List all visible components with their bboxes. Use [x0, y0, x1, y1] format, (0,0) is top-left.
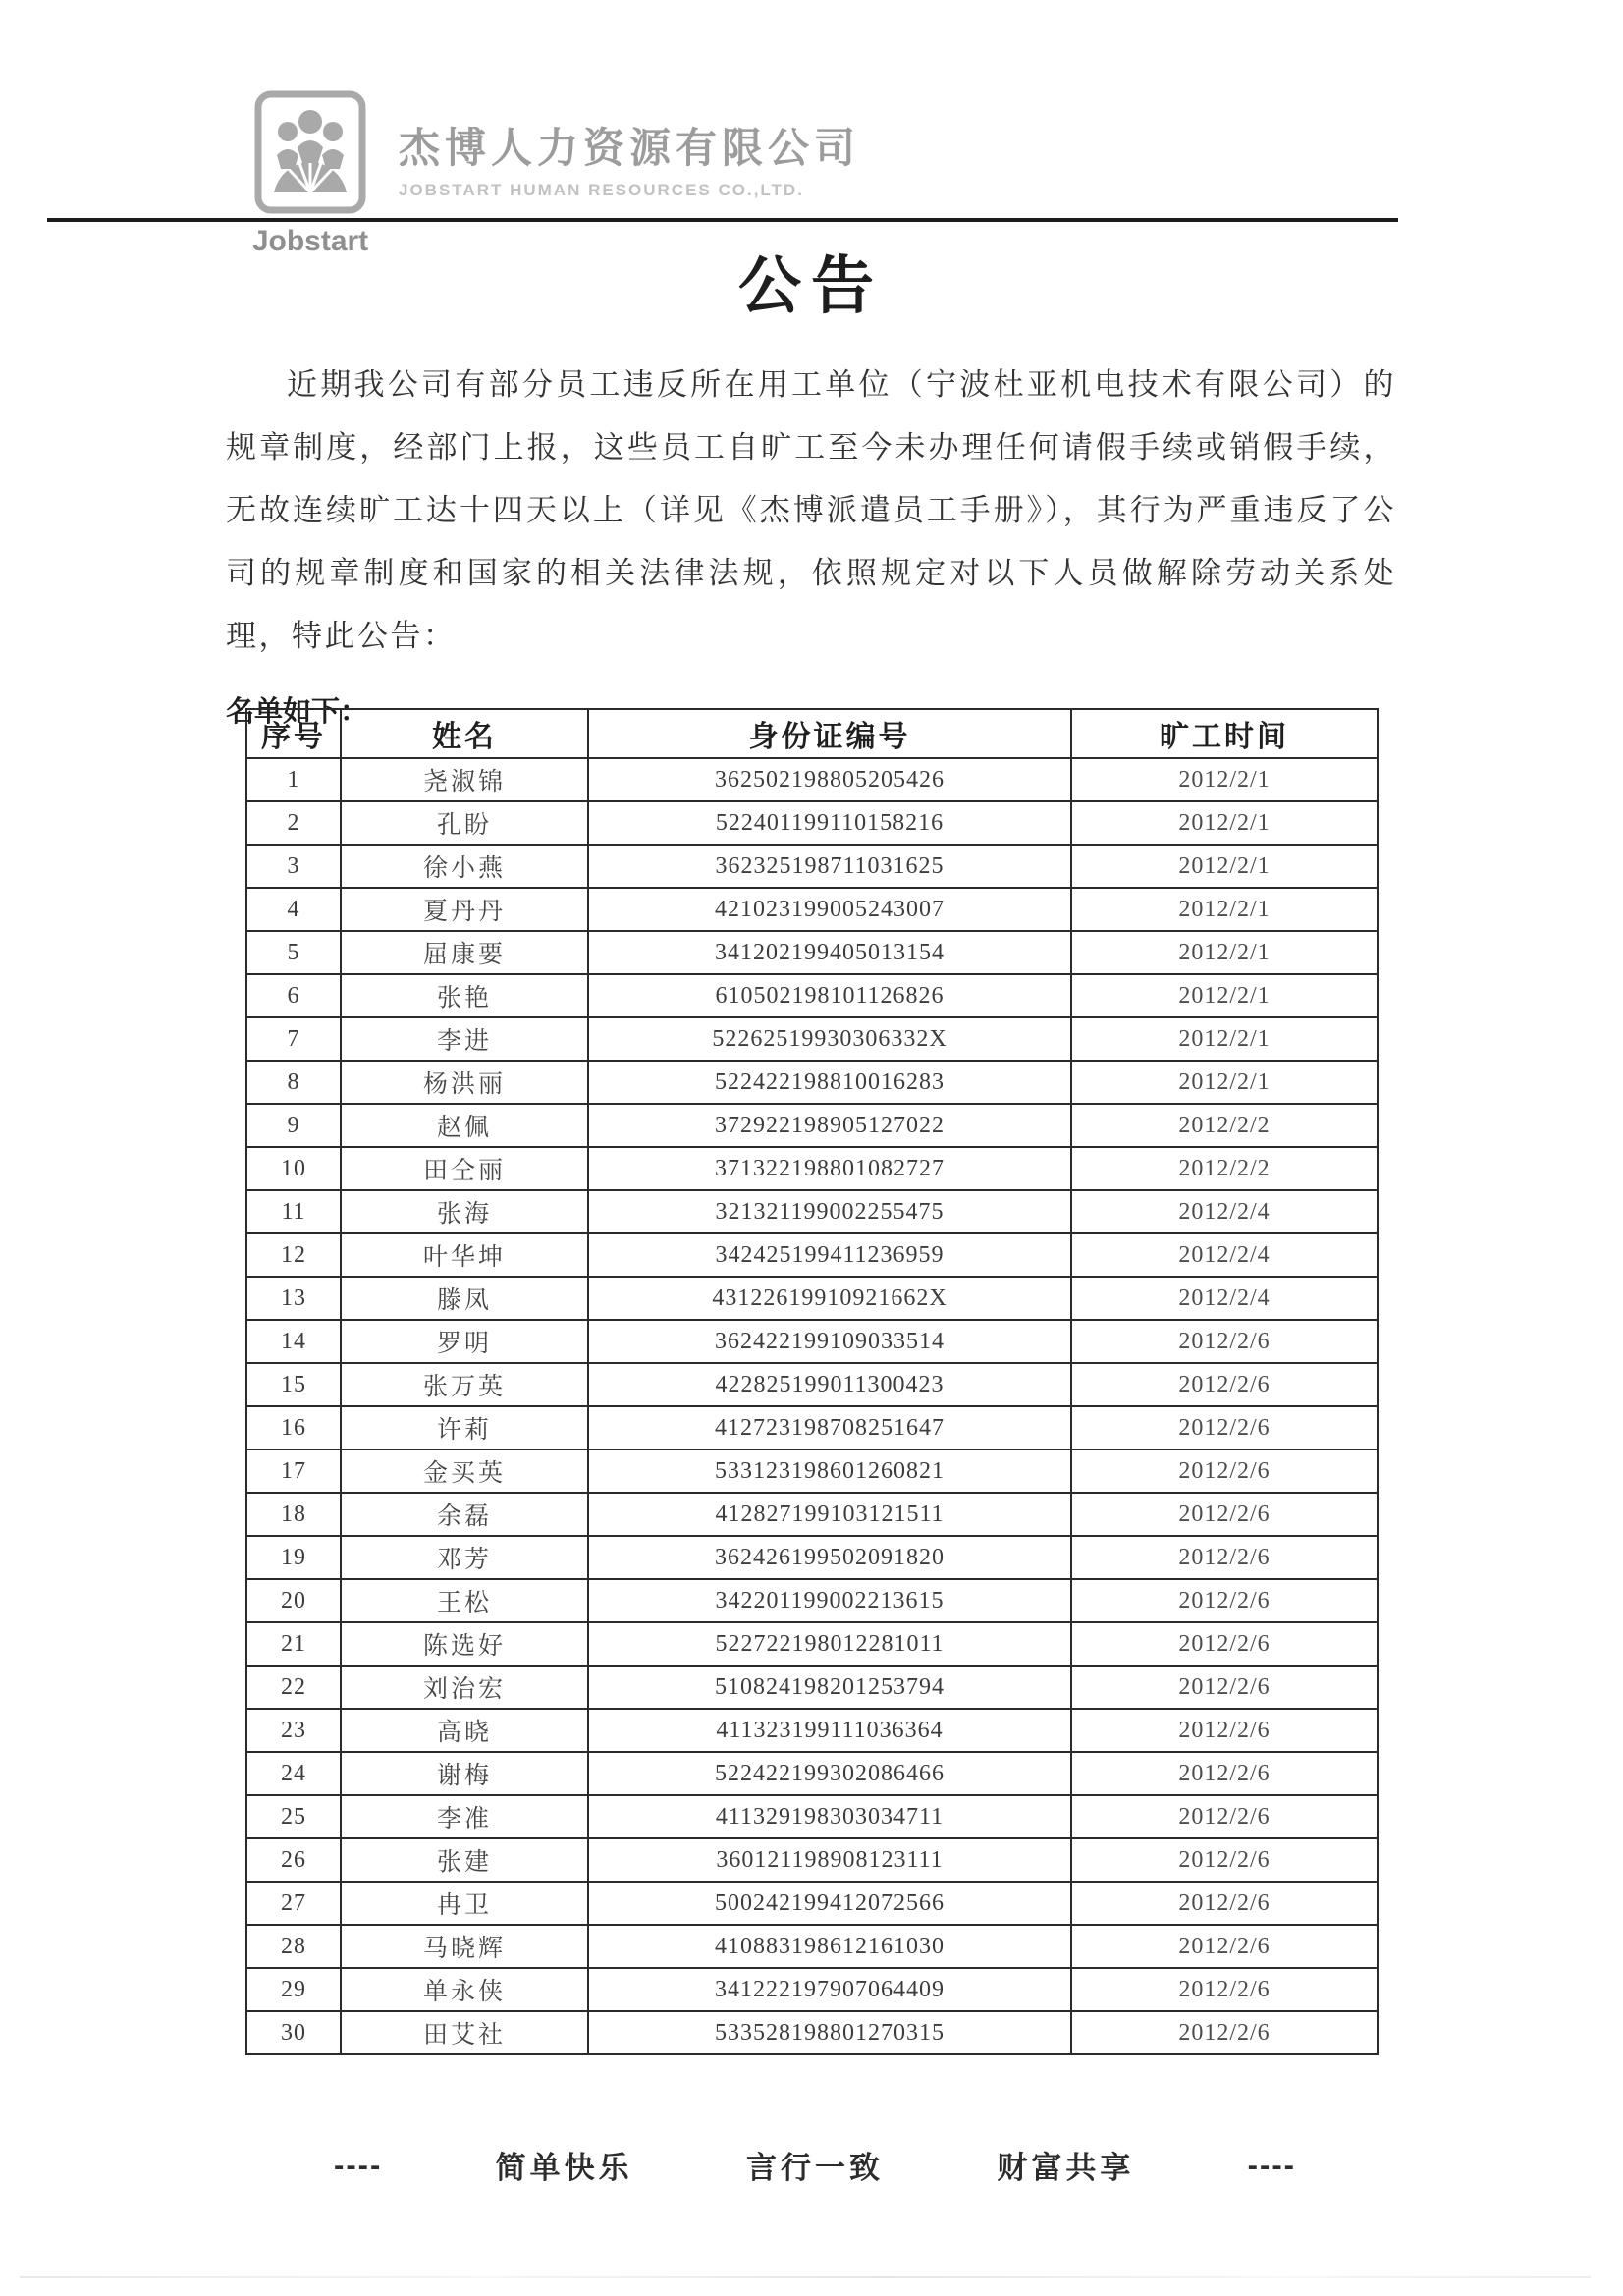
cell-index: 11 [246, 1190, 341, 1233]
cell-name: 张万英 [341, 1363, 588, 1406]
col-header-name: 姓名 [341, 709, 588, 758]
letterhead [251, 90, 860, 258]
cell-absent-date: 2012/2/6 [1071, 1925, 1378, 1968]
cell-absent-date: 2012/2/1 [1071, 931, 1378, 974]
cell-name: 谢梅 [341, 1752, 588, 1795]
cell-absent-date: 2012/2/1 [1071, 1017, 1378, 1061]
footer-dash-right: ---- [1247, 2147, 1296, 2182]
cell-name: 余磊 [341, 1493, 588, 1536]
cell-name: 滕凤 [341, 1277, 588, 1320]
cell-index: 1 [246, 758, 341, 801]
table-row [246, 758, 1378, 801]
cell-index: 26 [246, 1838, 341, 1882]
table-row [246, 1752, 1378, 1795]
cell-id-number: 610502198101126826 [588, 974, 1071, 1017]
cell-index: 22 [246, 1666, 341, 1709]
cell-id-number: 533123198601260821 [588, 1449, 1071, 1493]
cell-id-number: 412827199103121511 [588, 1493, 1071, 1536]
cell-index: 19 [246, 1536, 341, 1579]
cell-index: 24 [246, 1752, 341, 1795]
cell-id-number: 342201199002213615 [588, 1579, 1071, 1622]
company-name-block [399, 116, 860, 200]
cell-absent-date: 2012/2/6 [1071, 1838, 1378, 1882]
table-row [246, 845, 1378, 888]
cell-absent-date: 2012/2/1 [1071, 888, 1378, 931]
cell-absent-date: 2012/2/6 [1071, 1882, 1378, 1925]
cell-name: 张艳 [341, 974, 588, 1017]
cell-id-number: 411323199111036364 [588, 1709, 1071, 1752]
cell-name: 李进 [341, 1017, 588, 1061]
cell-name: 田艾社 [341, 2011, 588, 2054]
table-header-row [246, 709, 1378, 758]
cell-index: 18 [246, 1493, 341, 1536]
cell-id-number: 421023199005243007 [588, 888, 1071, 931]
cell-name: 杨洪丽 [341, 1061, 588, 1104]
cell-name: 叶华坤 [341, 1233, 588, 1277]
cell-index: 20 [246, 1579, 341, 1622]
cell-name: 单永侠 [341, 1968, 588, 2011]
table-row [246, 1147, 1378, 1190]
table-row [246, 2011, 1378, 2054]
table-row [246, 1363, 1378, 1406]
cell-name: 孔盼 [341, 801, 588, 845]
col-header-index: 序号 [246, 709, 341, 758]
cell-name: 冉卫 [341, 1882, 588, 1925]
cell-id-number: 410883198612161030 [588, 1925, 1071, 1968]
cell-name: 夏丹丹 [341, 888, 588, 931]
cell-index: 12 [246, 1233, 341, 1277]
cell-absent-date: 2012/2/6 [1071, 1968, 1378, 2011]
cell-id-number: 522422199302086466 [588, 1752, 1071, 1795]
cell-id-number: 321321199002255475 [588, 1190, 1071, 1233]
cell-index: 29 [246, 1968, 341, 2011]
list-label: 名单如下： [226, 696, 369, 728]
footer-slogans [334, 2143, 1296, 2187]
cell-absent-date: 2012/2/6 [1071, 1752, 1378, 1795]
cell-absent-date: 2012/2/6 [1071, 1666, 1378, 1709]
cell-id-number: 362325198711031625 [588, 845, 1071, 888]
cell-absent-date: 2012/2/4 [1071, 1277, 1378, 1320]
table-row [246, 1579, 1378, 1622]
cell-absent-date: 2012/2/6 [1071, 1579, 1378, 1622]
scan-artifact-line [20, 2276, 1591, 2278]
logo-block [251, 90, 369, 258]
cell-index: 14 [246, 1320, 341, 1363]
cell-id-number: 43122619910921662X [588, 1277, 1071, 1320]
cell-index: 2 [246, 801, 341, 845]
table-row [246, 1882, 1378, 1925]
company-name-en: JOBSTART HUMAN RESOURCES CO.,LTD. [399, 181, 804, 199]
table-row [246, 1449, 1378, 1493]
cell-name: 刘治宏 [341, 1666, 588, 1709]
cell-name: 赵佩 [341, 1104, 588, 1147]
cell-name: 高晓 [341, 1709, 588, 1752]
table-row [246, 1061, 1378, 1104]
cell-absent-date: 2012/2/2 [1071, 1147, 1378, 1190]
table-row [246, 931, 1378, 974]
cell-name: 王松 [341, 1579, 588, 1622]
col-header-date: 旷工时间 [1071, 709, 1378, 758]
cell-absent-date: 2012/2/4 [1071, 1233, 1378, 1277]
company-name-cn: 杰博人力资源有限公司 [399, 125, 861, 171]
jobstart-logo-icon [253, 90, 367, 223]
cell-id-number: 341202199405013154 [588, 931, 1071, 974]
cell-absent-date: 2012/2/6 [1071, 1406, 1378, 1449]
cell-index: 3 [246, 845, 341, 888]
header-divider [47, 218, 1398, 222]
cell-name: 陈选好 [341, 1622, 588, 1666]
table-row [246, 1277, 1378, 1320]
cell-index: 6 [246, 974, 341, 1017]
cell-absent-date: 2012/2/1 [1071, 845, 1378, 888]
table-row [246, 1838, 1378, 1882]
page-title: 公告 [738, 251, 884, 321]
table-row [246, 1666, 1378, 1709]
cell-absent-date: 2012/2/1 [1071, 1061, 1378, 1104]
logo-wordmark: Jobstart [251, 225, 369, 257]
table-row [246, 1320, 1378, 1363]
cell-name: 许莉 [341, 1406, 588, 1449]
cell-index: 9 [246, 1104, 341, 1147]
cell-absent-date: 2012/2/1 [1071, 801, 1378, 845]
cell-id-number: 522422198810016283 [588, 1061, 1071, 1104]
cell-id-number: 342425199411236959 [588, 1233, 1071, 1277]
cell-index: 10 [246, 1147, 341, 1190]
cell-index: 21 [246, 1622, 341, 1666]
footer-slogan-3: 财富共享 [997, 2151, 1135, 2185]
cell-absent-date: 2012/2/2 [1071, 1104, 1378, 1147]
table-row [246, 1925, 1378, 1968]
cell-absent-date: 2012/2/1 [1071, 758, 1378, 801]
table-row [246, 1104, 1378, 1147]
cell-index: 15 [246, 1363, 341, 1406]
table-row [246, 1233, 1378, 1277]
cell-index: 8 [246, 1061, 341, 1104]
cell-id-number: 52262519930306332X [588, 1017, 1071, 1061]
cell-id-number: 362502198805205426 [588, 758, 1071, 801]
table-row [246, 801, 1378, 845]
cell-absent-date: 2012/2/6 [1071, 1709, 1378, 1752]
cell-name: 屈康要 [341, 931, 588, 974]
cell-id-number: 500242199412072566 [588, 1882, 1071, 1925]
footer-slogan-1: 简单快乐 [495, 2151, 633, 2185]
cell-absent-date: 2012/2/6 [1071, 1795, 1378, 1838]
cell-absent-date: 2012/2/1 [1071, 974, 1378, 1017]
document-content [226, 236, 1396, 730]
cell-name: 邓芳 [341, 1536, 588, 1579]
cell-absent-date: 2012/2/6 [1071, 1363, 1378, 1406]
cell-absent-date: 2012/2/6 [1071, 2011, 1378, 2054]
cell-id-number: 522722198012281011 [588, 1622, 1071, 1666]
table-row [246, 1406, 1378, 1449]
cell-absent-date: 2012/2/6 [1071, 1493, 1378, 1536]
cell-absent-date: 2012/2/6 [1071, 1449, 1378, 1493]
cell-name: 张建 [341, 1838, 588, 1882]
cell-id-number: 341222197907064409 [588, 1968, 1071, 2011]
cell-id-number: 412723198708251647 [588, 1406, 1071, 1449]
cell-absent-date: 2012/2/4 [1071, 1190, 1378, 1233]
cell-index: 28 [246, 1925, 341, 1968]
cell-id-number: 372922198905127022 [588, 1104, 1071, 1147]
cell-index: 13 [246, 1277, 341, 1320]
cell-index: 16 [246, 1406, 341, 1449]
table-row [246, 1536, 1378, 1579]
cell-name: 李准 [341, 1795, 588, 1838]
cell-name: 尧淑锦 [341, 758, 588, 801]
cell-index: 7 [246, 1017, 341, 1061]
col-header-id: 身份证编号 [588, 709, 1071, 758]
table-row [246, 1795, 1378, 1838]
cell-name: 金买英 [341, 1449, 588, 1493]
footer-slogan-2: 言行一致 [745, 2151, 884, 2185]
cell-index: 30 [246, 2011, 341, 2054]
cell-absent-date: 2012/2/6 [1071, 1622, 1378, 1666]
table-row [246, 888, 1378, 931]
cell-id-number: 362426199502091820 [588, 1536, 1071, 1579]
announcement-body: 近期我公司有部分员工违反所在用工单位（宁波杜亚机电技术有限公司）的规章制度，经部门上报，这些员工自旷工至今未办理任何请假手续或销假手续，无故连续旷工达十四天以上（详见《杰博派遣员工手册》），其行为严重违反了公司的规章制度和国家的相关法律法规，依照规定对以下人员做解除劳动关系处理，特此公告： [226, 367, 1396, 653]
cell-id-number: 533528198801270315 [588, 2011, 1071, 2054]
cell-name: 张海 [341, 1190, 588, 1233]
cell-id-number: 422825199011300423 [588, 1363, 1071, 1406]
cell-index: 23 [246, 1709, 341, 1752]
cell-absent-date: 2012/2/6 [1071, 1536, 1378, 1579]
cell-index: 5 [246, 931, 341, 974]
cell-id-number: 371322198801082727 [588, 1147, 1071, 1190]
cell-id-number: 360121198908123111 [588, 1838, 1071, 1882]
table-row [246, 1017, 1378, 1061]
table-row [246, 1493, 1378, 1536]
cell-id-number: 411329198303034711 [588, 1795, 1071, 1838]
table-row [246, 1709, 1378, 1752]
cell-name: 田仝丽 [341, 1147, 588, 1190]
cell-index: 17 [246, 1449, 341, 1493]
cell-index: 27 [246, 1882, 341, 1925]
footer-dash-left: ---- [334, 2147, 383, 2182]
cell-id-number: 362422199109033514 [588, 1320, 1071, 1363]
employee-table [245, 708, 1379, 2055]
cell-index: 25 [246, 1795, 341, 1838]
table-row [246, 974, 1378, 1017]
cell-name: 马晓辉 [341, 1925, 588, 1968]
table-row [246, 1622, 1378, 1666]
cell-index: 4 [246, 888, 341, 931]
cell-name: 罗明 [341, 1320, 588, 1363]
table-row [246, 1968, 1378, 2011]
cell-absent-date: 2012/2/6 [1071, 1320, 1378, 1363]
cell-name: 徐小燕 [341, 845, 588, 888]
cell-id-number: 522401199110158216 [588, 801, 1071, 845]
table-row [246, 1190, 1378, 1233]
cell-id-number: 510824198201253794 [588, 1666, 1071, 1709]
